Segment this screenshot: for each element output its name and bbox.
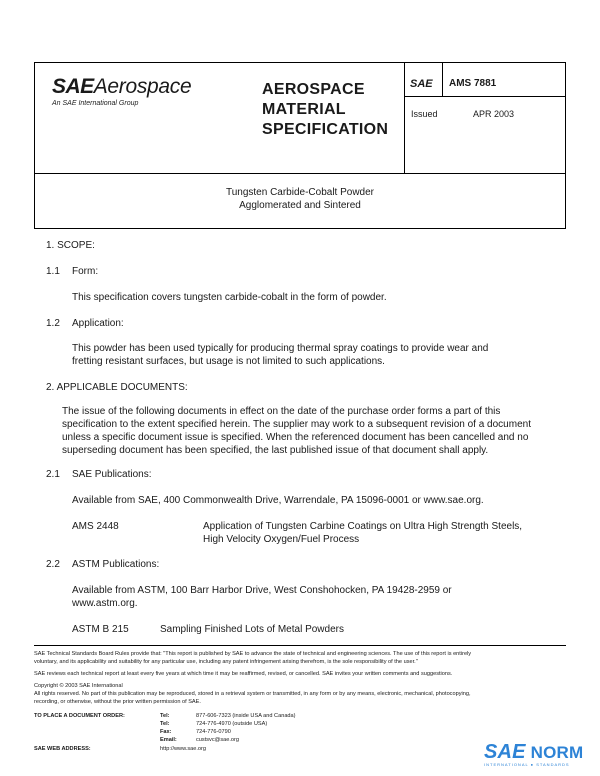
footer-divider	[34, 645, 566, 646]
section-2-text-line1: The issue of the following documents in effect on the date of the purchase order forms a part of this	[62, 406, 501, 417]
sae-norm-logo-subtitle: INTERNATIONAL ● STANDARDS	[484, 762, 570, 767]
section-2-2-title: ASTM Publications:	[72, 559, 160, 570]
footer-order-label: TO PLACE A DOCUMENT ORDER:	[34, 713, 125, 719]
section-2-heading: 2. APPLICABLE DOCUMENTS:	[46, 382, 188, 393]
logo-aerospace-text: Aerospace	[93, 75, 192, 98]
footer-email-value[interactable]: custsvc@sae.org	[196, 737, 239, 743]
footer-email-label: Email:	[160, 737, 177, 743]
issued-date: APR 2003	[473, 109, 515, 119]
footer-rights-line1: All rights reserved. No part of this publication may be reproduced, stored in a retrieval system or transmitted, in any form or by any means, electronic, mechanical, photocopying,	[34, 691, 471, 697]
sae-small-logo: SAE	[410, 78, 433, 90]
header-divider-left	[404, 62, 405, 174]
section-2-2-text-line1: Available from ASTM, 100 Barr Harbor Drive, West Conshohocken, PA 19428-2959 or	[72, 585, 452, 596]
footer-tel2-label: Tel:	[160, 721, 170, 727]
footer-tel2-value: 724-776-4970 (outside USA)	[196, 721, 268, 727]
astm-reference-title: Sampling Finished Lots of Metal Powders	[160, 624, 344, 635]
footer-rules-line1: SAE Technical Standards Board Rules provide that: "This report is published by SAE to advance the state of technical and engineering sciences. The use of this report is entirely	[34, 651, 472, 657]
section-2-2-text-line2: www.astm.org.	[72, 598, 138, 609]
sae-norm-logo: SAE NORM	[484, 741, 584, 763]
ams-reference-title-line1: Application of Tungsten Carbine Coatings on Ultra High Strength Steels,	[203, 521, 523, 532]
section-1-2-text-line1: This powder has been used typically for producing thermal spray coatings to provide wear and	[72, 343, 489, 354]
section-2-text-line2: specification to the extent specified herein. The supplier may work to a subsequent revision of a document	[62, 419, 531, 430]
footer-rights-line2: recording, or otherwise, without the prior written permission of SAE.	[34, 699, 201, 705]
section-1-1-text: This specification covers tungsten carbide-cobalt in the form of powder.	[72, 292, 387, 303]
footer-web-label: SAE WEB ADDRESS:	[34, 746, 91, 752]
document-type-title: AEROSPACE MATERIAL SPECIFICATION	[262, 81, 389, 138]
section-1-1-title: Form:	[72, 266, 99, 277]
section-1-2-number: 1.2	[46, 318, 60, 329]
header-divider-ams	[442, 62, 443, 96]
section-2-text-line3: unless a specific document issue is specified. When the referenced document has been cancelled and no	[62, 432, 529, 443]
section-1-1-number: 1.1	[46, 266, 60, 277]
section-1-2-text-line2: fretting resistant surfaces, but usage is not limited to such applications.	[72, 356, 385, 367]
section-2-1-number: 2.1	[46, 469, 60, 480]
section-2-text-line4: superseding document has been specified, the last published issue of that document shall apply.	[62, 445, 489, 456]
footer-fax-value: 724-776-0790	[196, 729, 231, 735]
footer-tel-label: Tel:	[160, 713, 170, 719]
section-2-1-title: SAE Publications:	[72, 469, 152, 480]
footer-rules-line2: voluntary, and its applicability and suitability for any particular use, including any patent infringement arising therefrom, is the sole responsibility of the user."	[34, 659, 418, 665]
ams-reference-title-line2: High Velocity Oxygen/Fuel Process	[203, 534, 360, 545]
section-1-heading: 1. SCOPE:	[46, 240, 95, 251]
footer-review: SAE reviews each technical report at least every five years at which time it may be reaffirmed, revised, or cancelled. SAE invites your written comments and suggestions.	[34, 671, 453, 677]
ams-number: AMS 7881	[449, 78, 497, 89]
section-2-2-number: 2.2	[46, 559, 60, 570]
footer-web-link[interactable]: http://www.sae.org	[160, 746, 207, 752]
astm-reference-code: ASTM B 215	[72, 624, 129, 635]
ams-reference-code: AMS 2448	[72, 521, 119, 532]
section-2-1-text: Available from SAE, 400 Commonwealth Drive, Warrendale, PA 15096-0001 or www.sae.org.	[72, 495, 484, 506]
logo-sae-text: SAE	[52, 75, 94, 98]
logo-subtitle: An SAE International Group	[52, 100, 139, 107]
footer-tel-value: 877-606-7323 (inside USA and Canada)	[196, 713, 296, 719]
footer-fax-label: Fax:	[160, 729, 172, 735]
issued-label: Issued	[411, 109, 438, 119]
section-1-2-title: Application:	[72, 318, 124, 329]
header-divider-issued	[404, 96, 566, 97]
footer-copyright: Copyright © 2003 SAE International	[34, 683, 123, 689]
document-subtitle: Tungsten Carbide-Cobalt Powder Agglomerated and Sintered	[225, 187, 375, 211]
sae-aerospace-logo	[52, 75, 191, 107]
